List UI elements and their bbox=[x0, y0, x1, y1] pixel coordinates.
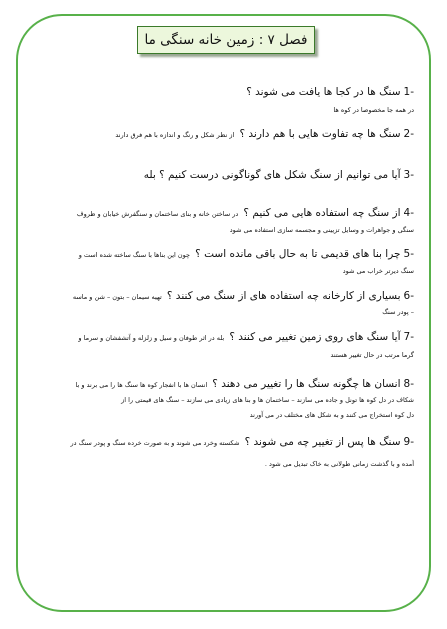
answer-continued: آمده و با گذشت زمانی طولانی به خاک تبدیل می شود . bbox=[264, 460, 414, 468]
question-text: سنگ ها پس از تغییر چه می شوند ؟ bbox=[244, 436, 401, 448]
question-text: آیا می توانیم از سنگ شکل های گوناگونی درست کنیم ؟ بله bbox=[143, 169, 401, 181]
answer-continued-2: دل کوه استخراج می کنند و به شکل های مختلف در می آورند bbox=[249, 411, 414, 419]
answer-continued: شکاف در دل کوه ها تونل و جاده می سازند – ساختمان ها و بنا های زیادی می سازند – سنگ های قیمتی را از bbox=[121, 396, 414, 404]
question-item-8 bbox=[38, 372, 414, 422]
question-item-4 bbox=[38, 201, 414, 237]
question-text: سنگ ها چه تفاوت هایی با هم دارند ؟ bbox=[239, 128, 401, 140]
question-number: -2 bbox=[403, 128, 414, 140]
question-number: -4 bbox=[403, 207, 414, 219]
question-number: -6 bbox=[403, 290, 414, 302]
question-text: آیا سنگ های روی زمین تغییر می کنند ؟ bbox=[229, 331, 401, 343]
question-item-1 bbox=[38, 80, 414, 117]
answer-text: تهیه سیمان – بتون – شن و ماسه bbox=[72, 293, 162, 301]
question-item-2 bbox=[38, 122, 414, 142]
answer-continued: سنگ دیرتر خراب می شود bbox=[342, 267, 414, 275]
question-item-9 bbox=[38, 430, 414, 471]
answer-continued: گرما مرتب در حال تغییر هستند bbox=[330, 351, 414, 359]
chapter-title: فصل ۷ : زمین خانه سنگی ما bbox=[144, 32, 308, 48]
question-text: بسیاری از کارخانه چه استفاده های از سنگ می کنند ؟ bbox=[166, 290, 401, 302]
answer-continued: سنگی و جواهرات و وسایل تزیینی و مجسمه سازی استفاده می شود bbox=[229, 226, 414, 234]
question-number: -8 bbox=[403, 378, 414, 390]
question-text: چرا بنا های قدیمی تا به حال باقی مانده است ؟ bbox=[195, 248, 401, 260]
chapter-title-box bbox=[137, 26, 315, 54]
question-text: سنگ ها در کجا ها یافت می شوند ؟ bbox=[246, 86, 401, 98]
question-number: -9 bbox=[403, 436, 414, 448]
answer-text: از نظر شکل و رنگ و اندازه با هم فرق دارند bbox=[115, 131, 235, 139]
answer-continued: – پودر سنگ bbox=[382, 308, 414, 316]
answer-text: شکسته وخرد می شوند و به صورت خرده سنگ و پودر سنگ در bbox=[70, 439, 240, 447]
answer-text: بله در اثر طوفان و سیل و زلزله و آتشفشان و سرما و bbox=[78, 334, 225, 342]
question-text: از سنگ چه استفاده هایی می کنیم ؟ bbox=[243, 207, 401, 219]
question-item-6 bbox=[38, 284, 414, 319]
question-number: -5 bbox=[403, 248, 414, 260]
question-item-7 bbox=[38, 325, 414, 362]
question-number: -7 bbox=[403, 331, 414, 343]
answer-text: چون این بناها با سنگ ساخته شده است و bbox=[78, 251, 191, 259]
question-item-3 bbox=[38, 163, 414, 182]
answer-text: در همه جا مخصوصا در کوه ها bbox=[333, 106, 414, 114]
question-number: -1 bbox=[403, 86, 414, 98]
question-item-5 bbox=[38, 242, 414, 278]
question-text: انسان ها چگونه سنگ ها را تغییر می دهند ؟ bbox=[212, 378, 401, 390]
answer-text: در ساختن خانه و بنای ساختمان و سنگفرش خیابان و ظروف bbox=[76, 210, 239, 218]
answer-text: انسان ها با انفجار کوه ها سنگ ها را می برند و با bbox=[75, 381, 208, 389]
question-number: -3 bbox=[403, 169, 414, 181]
